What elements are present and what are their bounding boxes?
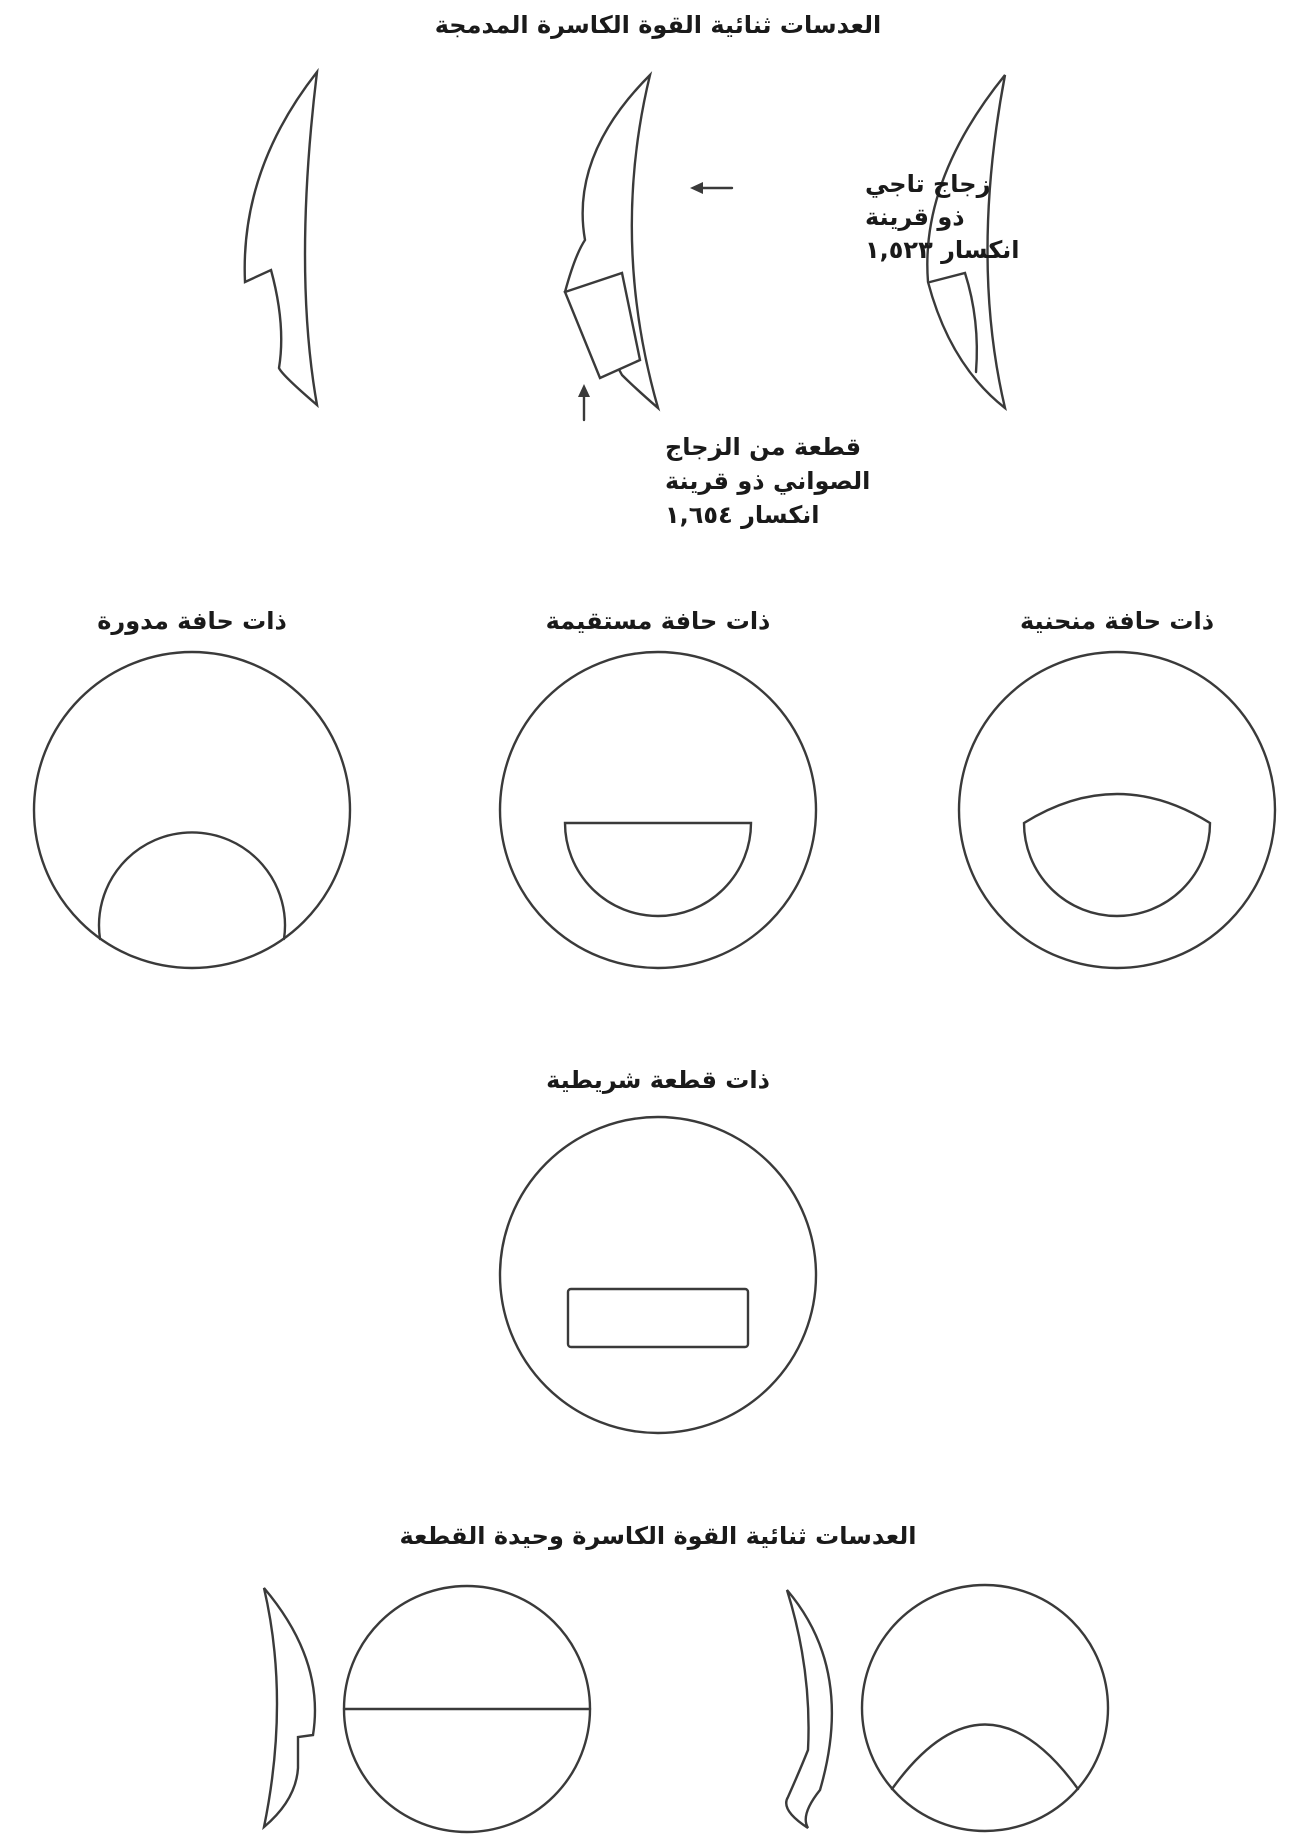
curved-top-label: ذات حافة منحنية <box>1019 607 1215 635</box>
curved-top-lens <box>959 652 1275 968</box>
round-top-label: ذات حافة مدورة <box>97 607 287 635</box>
crown-glass-label-line3: انكسار ١,٥٢٣ <box>865 236 1020 264</box>
flat-top-lens <box>500 652 816 968</box>
ribbon-lens <box>500 1117 816 1433</box>
ribbon-label: ذات قطعة شريطية <box>546 1066 770 1094</box>
flint-glass-label-line2: الصواني ذو قرينة <box>665 467 871 495</box>
arrow-left-icon <box>690 182 703 194</box>
one-piece-lens-executive <box>344 1586 590 1832</box>
flint-glass-annotation <box>578 384 870 529</box>
one-piece-profile-right <box>786 1590 832 1828</box>
one-piece-lens-round-segment <box>862 1585 1108 1831</box>
crown-glass-annotation <box>690 170 1020 264</box>
round-top-lens <box>34 652 350 968</box>
crown-glass-label-line1: زجاج تاجي <box>865 170 991 198</box>
flint-glass-label-line3: انكسار ١,٦٥٤ <box>665 501 820 529</box>
flint-glass-label-line1: قطعة من الزجاج <box>665 433 862 461</box>
flat-top-label: ذات حافة مستقيمة <box>545 607 771 635</box>
crown-glass-label-line2: ذو قرينة <box>865 203 965 231</box>
flint-glass-segment <box>565 273 640 378</box>
fused-section-title: العدسات ثنائية القوة الكاسرة المدمجة <box>434 11 882 39</box>
one-piece-section-title: العدسات ثنائية القوة الكاسرة وحيدة القطعة <box>399 1522 917 1550</box>
fused-lens-profile-2 <box>565 75 658 408</box>
fused-lens-profile-1 <box>245 72 317 405</box>
one-piece-profile-left <box>264 1588 315 1827</box>
arrow-up-icon <box>578 384 590 397</box>
